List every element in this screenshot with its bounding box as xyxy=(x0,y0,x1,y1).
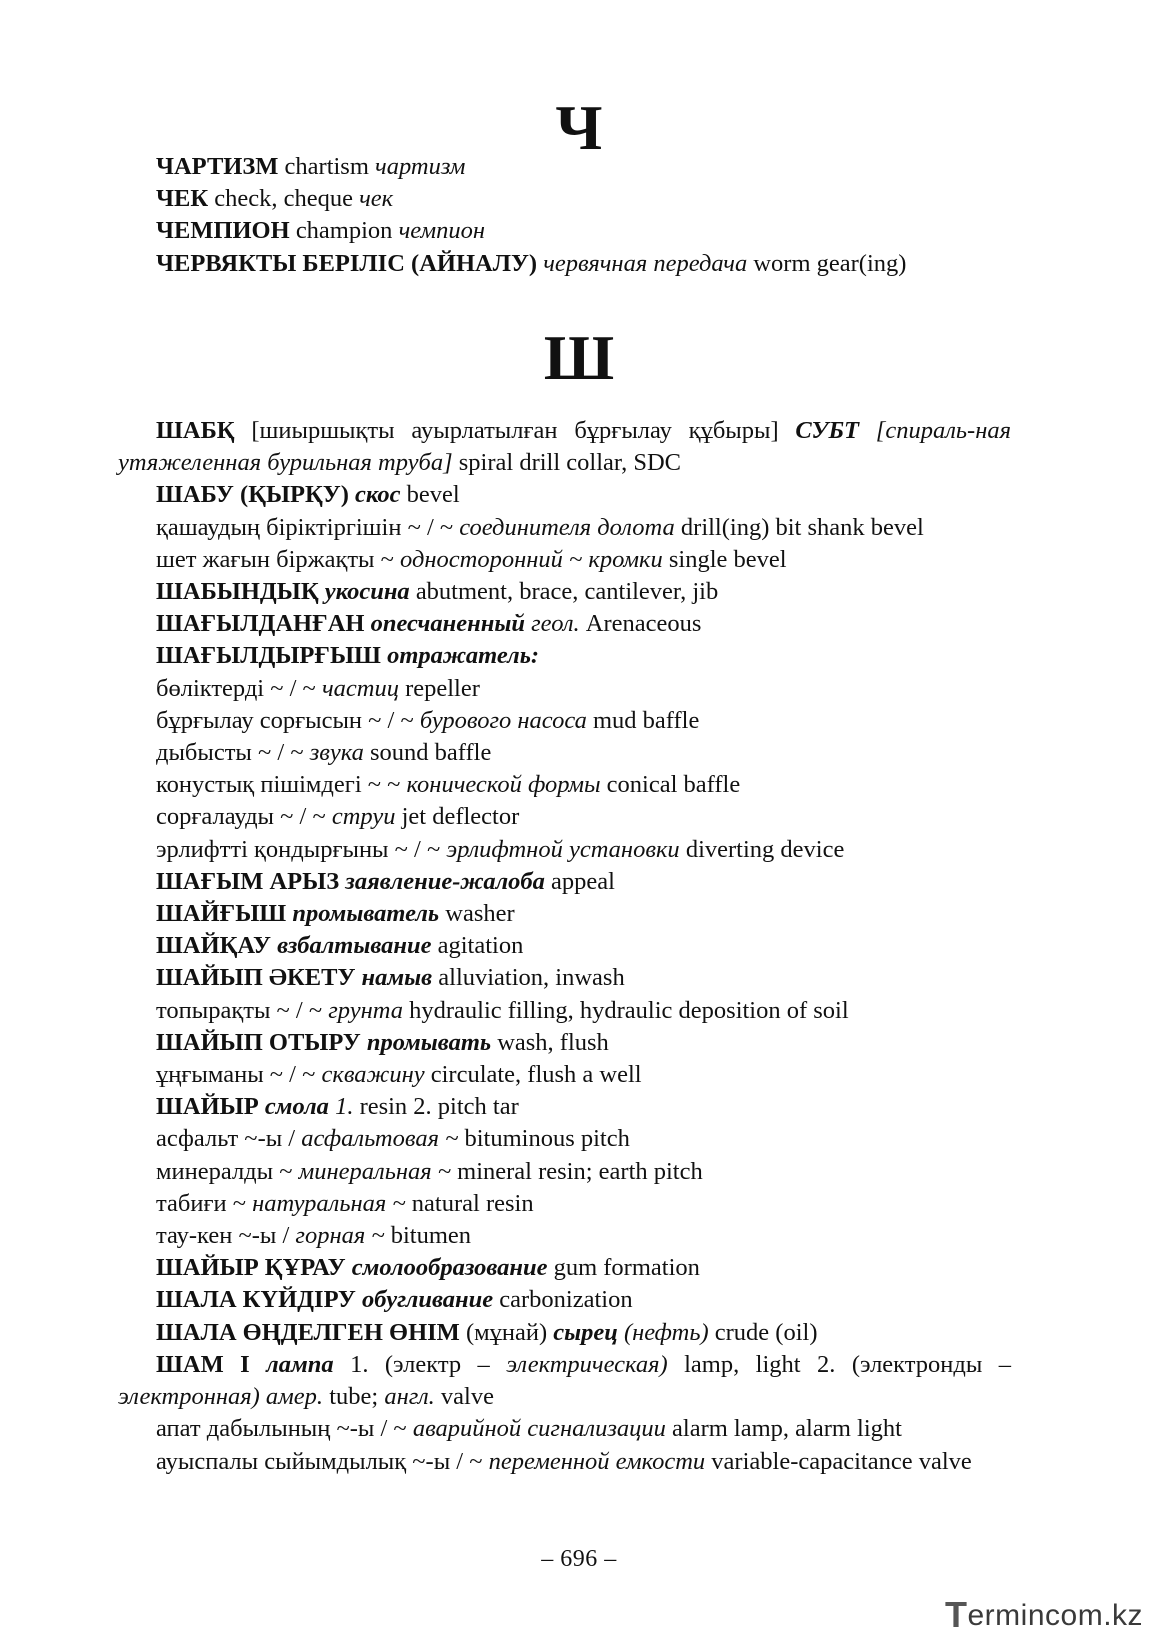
term-translation: электрическая) xyxy=(506,1350,668,1378)
term-translation: укосина xyxy=(324,578,410,606)
entry-text: abutment, brace, cantilever, jib xyxy=(409,578,719,606)
entry-text: natural resin xyxy=(405,1189,534,1217)
headword: ШАҒЫМ АРЫЗ xyxy=(156,867,340,895)
dictionary-entry xyxy=(118,215,1011,247)
term-translation: взбалтывание xyxy=(277,932,432,960)
term-translation: скос xyxy=(355,481,401,509)
term-translation: натуральная ~ xyxy=(252,1189,406,1217)
entry-text: конустық пішімдегі ~ ~ xyxy=(156,771,407,799)
term-translation: грунта xyxy=(328,996,403,1024)
dictionary-entry xyxy=(118,479,1011,511)
term-translation: [спираль-ная утяжеленная бурильная труба] xyxy=(118,417,1011,477)
entry-text: топырақты ~ / ~ xyxy=(156,996,329,1024)
entry-text: carbonization xyxy=(493,1286,633,1314)
term-translation: заявление-жалоба xyxy=(345,867,545,895)
entry-text: bituminous pitch xyxy=(458,1125,630,1153)
entry-text: repeller xyxy=(398,674,480,702)
headword: ШАЙҚАУ xyxy=(156,932,271,960)
dictionary-entry xyxy=(118,1059,1011,1091)
dictionary-entry xyxy=(118,930,1011,962)
entry-text: crude (oil) xyxy=(708,1318,818,1346)
entry-text xyxy=(250,1351,266,1378)
dictionary-entry xyxy=(118,834,1011,866)
term-translation: звука xyxy=(309,739,364,767)
term-translation: 1. xyxy=(335,1093,354,1121)
entry-text: resin 2. pitch tar xyxy=(353,1093,519,1121)
term-translation: электронная) амер. xyxy=(118,1383,324,1411)
entry-text: conical baffle xyxy=(600,771,741,799)
entry-text: check, cheque xyxy=(208,185,360,213)
watermark-text: ermincom.kz xyxy=(967,1599,1144,1632)
term-translation: чартизм xyxy=(375,153,466,180)
term-translation: смолообразование xyxy=(351,1254,548,1282)
entry-text: agitation xyxy=(431,932,524,960)
headword: ЧЕРВЯКТЫ БЕРІЛІС (АЙНАЛУ) xyxy=(156,249,538,277)
dictionary-entry xyxy=(118,248,1011,280)
dictionary-entry xyxy=(118,995,1011,1027)
entry-text: lamp, light 2. (электронды – xyxy=(667,1350,1012,1378)
term-translation: промыватель xyxy=(292,900,440,928)
dictionary-entry xyxy=(118,183,1011,215)
headword: ШАБЫНДЫҚ xyxy=(156,578,319,606)
entry-text: bitumen xyxy=(384,1222,472,1250)
term-translation: обугливание xyxy=(362,1286,494,1314)
section-ch-entries xyxy=(118,151,1011,280)
term-translation: опесчаненный xyxy=(370,610,525,638)
headword: ШАЙЫП ӘКЕТУ xyxy=(156,964,356,992)
term-translation: эрлифтной установки xyxy=(446,835,680,863)
entry-text: ауыспалы сыйымдылық ~-ы / ~ xyxy=(156,1447,489,1475)
term-translation: СУБТ xyxy=(795,417,860,444)
term-translation: чек xyxy=(359,185,394,213)
headword: ЧЕК xyxy=(156,185,209,213)
dictionary-entry xyxy=(118,866,1011,898)
headword: ШАҒЫЛДАНҒАН xyxy=(156,610,365,638)
page-number: – 696 – xyxy=(541,1546,617,1572)
dictionary-entry xyxy=(118,1188,1011,1220)
dictionary-entry xyxy=(118,673,1011,705)
entry-text: шет жағын біржақты ~ xyxy=(156,545,401,573)
dictionary-entry xyxy=(118,801,1011,833)
entry-text: sound baffle xyxy=(363,739,492,767)
entry-text: wash, flush xyxy=(491,1028,609,1056)
entry-text: variable-capacitance valve xyxy=(705,1447,972,1475)
entry-text: mud baffle xyxy=(586,706,700,734)
section-heading-ch: Ч xyxy=(555,92,603,163)
entry-text: қашаудың біріктіргішін ~ / ~ xyxy=(156,513,460,541)
term-translation: сырец xyxy=(553,1318,618,1346)
entry-text: gum formation xyxy=(547,1254,700,1282)
entry-text: (мұнай) xyxy=(459,1318,554,1346)
watermark-logo-letter: T xyxy=(945,1594,968,1635)
term-translation: горная ~ xyxy=(295,1222,385,1250)
headword: ШАЙЫР ҚҰРАУ xyxy=(156,1254,346,1282)
term-translation: отражатель: xyxy=(387,642,540,670)
entry-text: alluviation, inwash xyxy=(432,964,625,992)
dictionary-entry xyxy=(118,705,1011,737)
dictionary-entry xyxy=(118,576,1011,608)
entry-text: valve xyxy=(434,1383,494,1411)
dictionary-entry xyxy=(118,1284,1011,1316)
term-translation: переменной емкости xyxy=(488,1447,706,1475)
term-translation: намыв xyxy=(361,964,433,992)
headword: ШАЛА ӨҢДЕЛГЕН ӨНІМ xyxy=(156,1318,460,1346)
entry-text: bevel xyxy=(400,481,460,509)
entry-text: ұңғыманы ~ / ~ xyxy=(156,1061,322,1089)
dictionary-entry xyxy=(118,1413,1011,1445)
entry-text: washer xyxy=(439,900,515,928)
headword: ШАҒЫЛДЫРҒЫШ xyxy=(156,642,381,670)
entry-text: circulate, flush a well xyxy=(424,1061,642,1089)
term-translation: струи xyxy=(331,803,396,831)
term-translation: червячная передача xyxy=(543,249,748,277)
entry-text: drill(ing) bit shank bevel xyxy=(674,513,924,541)
dictionary-entry xyxy=(118,1446,1011,1478)
dictionary-entry xyxy=(118,640,1011,672)
entry-text: worm gear(ing) xyxy=(747,249,907,277)
dictionary-entry xyxy=(118,151,1011,183)
term-translation: англ. xyxy=(384,1383,435,1411)
entry-text: hydraulic filling, hydraulic deposition of soil xyxy=(402,996,849,1024)
entry-text: alarm lamp, alarm light xyxy=(665,1415,902,1443)
headword: ШАЛА КҮЙДІРУ xyxy=(156,1286,356,1314)
entry-text: jet deflector xyxy=(395,803,520,831)
site-watermark xyxy=(945,1592,1155,1635)
entry-text: tube; xyxy=(323,1383,385,1411)
entry-text: дыбысты ~ / ~ xyxy=(156,739,310,767)
section-heading-sh: Ш xyxy=(543,322,615,393)
term-translation: геол. xyxy=(531,610,580,638)
term-translation: частиц xyxy=(321,674,399,702)
entry-text: 1. (электр – xyxy=(333,1350,507,1378)
term-translation: односторонний ~ кромки xyxy=(400,545,663,573)
section-sh-entries xyxy=(118,415,1011,1478)
term-translation: аварийной сигнализации xyxy=(412,1415,666,1443)
dictionary-entry xyxy=(118,544,1011,576)
dictionary-entry xyxy=(118,608,1011,640)
dictionary-entry xyxy=(118,1349,1011,1413)
entry-text: spiral drill collar, SDC xyxy=(452,449,681,477)
term-translation: скважину xyxy=(321,1061,425,1089)
dictionary-entry xyxy=(118,415,1011,479)
headword: ШАЙҒЫШ xyxy=(156,900,287,928)
entry-text: бұрғылау сорғысын ~ / ~ xyxy=(156,706,420,734)
entry-text: сорғалауды ~ / ~ xyxy=(156,803,332,831)
entry-text: бөліктерді ~ / ~ xyxy=(156,674,322,702)
dictionary-entry xyxy=(118,1317,1011,1349)
term-translation: минеральная ~ xyxy=(298,1157,452,1185)
entry-text: асфальт ~-ы / xyxy=(156,1125,302,1153)
dictionary-entry xyxy=(118,898,1011,930)
term-translation: смола xyxy=(264,1093,329,1121)
entry-text: single bevel xyxy=(662,545,787,573)
headword: ШАЙЫР xyxy=(156,1093,259,1121)
entry-text: appeal xyxy=(544,867,615,895)
entry-text: [шиыршықты ауырлатылған бұрғылау құбыры] xyxy=(234,417,796,444)
dictionary-entry xyxy=(118,1220,1011,1252)
entry-text: эрлифтті қондырғыны ~ / ~ xyxy=(156,835,447,863)
entry-text: апат дабылының ~-ы / ~ xyxy=(156,1415,413,1443)
entry-text: champion xyxy=(289,217,399,245)
entry-text: Arenaceous xyxy=(579,610,702,638)
entry-text: табиғи ~ xyxy=(156,1189,253,1217)
term-translation: бурового насоса xyxy=(419,706,587,734)
dictionary-entry xyxy=(118,512,1011,544)
entry-text: mineral resin; earth pitch xyxy=(451,1157,703,1185)
headword: ШАЙЫП ОТЫРУ xyxy=(156,1028,361,1056)
term-translation: (нефть) xyxy=(623,1318,709,1346)
entry-text: chartism xyxy=(278,153,376,180)
headword: ШАБҚ xyxy=(156,417,235,444)
term-translation: промывать xyxy=(366,1028,492,1056)
entry-text: тау-кен ~-ы / xyxy=(156,1222,296,1250)
dictionary-entry xyxy=(118,769,1011,801)
term-translation: соединителя долота xyxy=(459,513,675,541)
dictionary-entry xyxy=(118,1027,1011,1059)
dictionary-entry xyxy=(118,1123,1011,1155)
dictionary-entry xyxy=(118,1156,1011,1188)
headword: ЧЕМПИОН xyxy=(156,217,290,245)
term-translation: лампа xyxy=(266,1350,334,1378)
dictionary-entry xyxy=(118,1091,1011,1123)
headword: ЧАРТИЗМ xyxy=(156,153,279,180)
entry-text: минералды ~ xyxy=(156,1157,299,1185)
dictionary-entry xyxy=(118,962,1011,994)
dictionary-entry xyxy=(118,1252,1011,1284)
dictionary-entry xyxy=(118,737,1011,769)
term-translation: асфальтовая ~ xyxy=(301,1125,459,1153)
term-translation: конической формы xyxy=(406,771,601,799)
headword: ШАБУ (ҚЫРҚУ) xyxy=(156,481,349,509)
headword: ШАМ I xyxy=(156,1350,250,1378)
term-translation: чемпион xyxy=(398,217,486,245)
entry-text: diverting device xyxy=(679,835,845,863)
